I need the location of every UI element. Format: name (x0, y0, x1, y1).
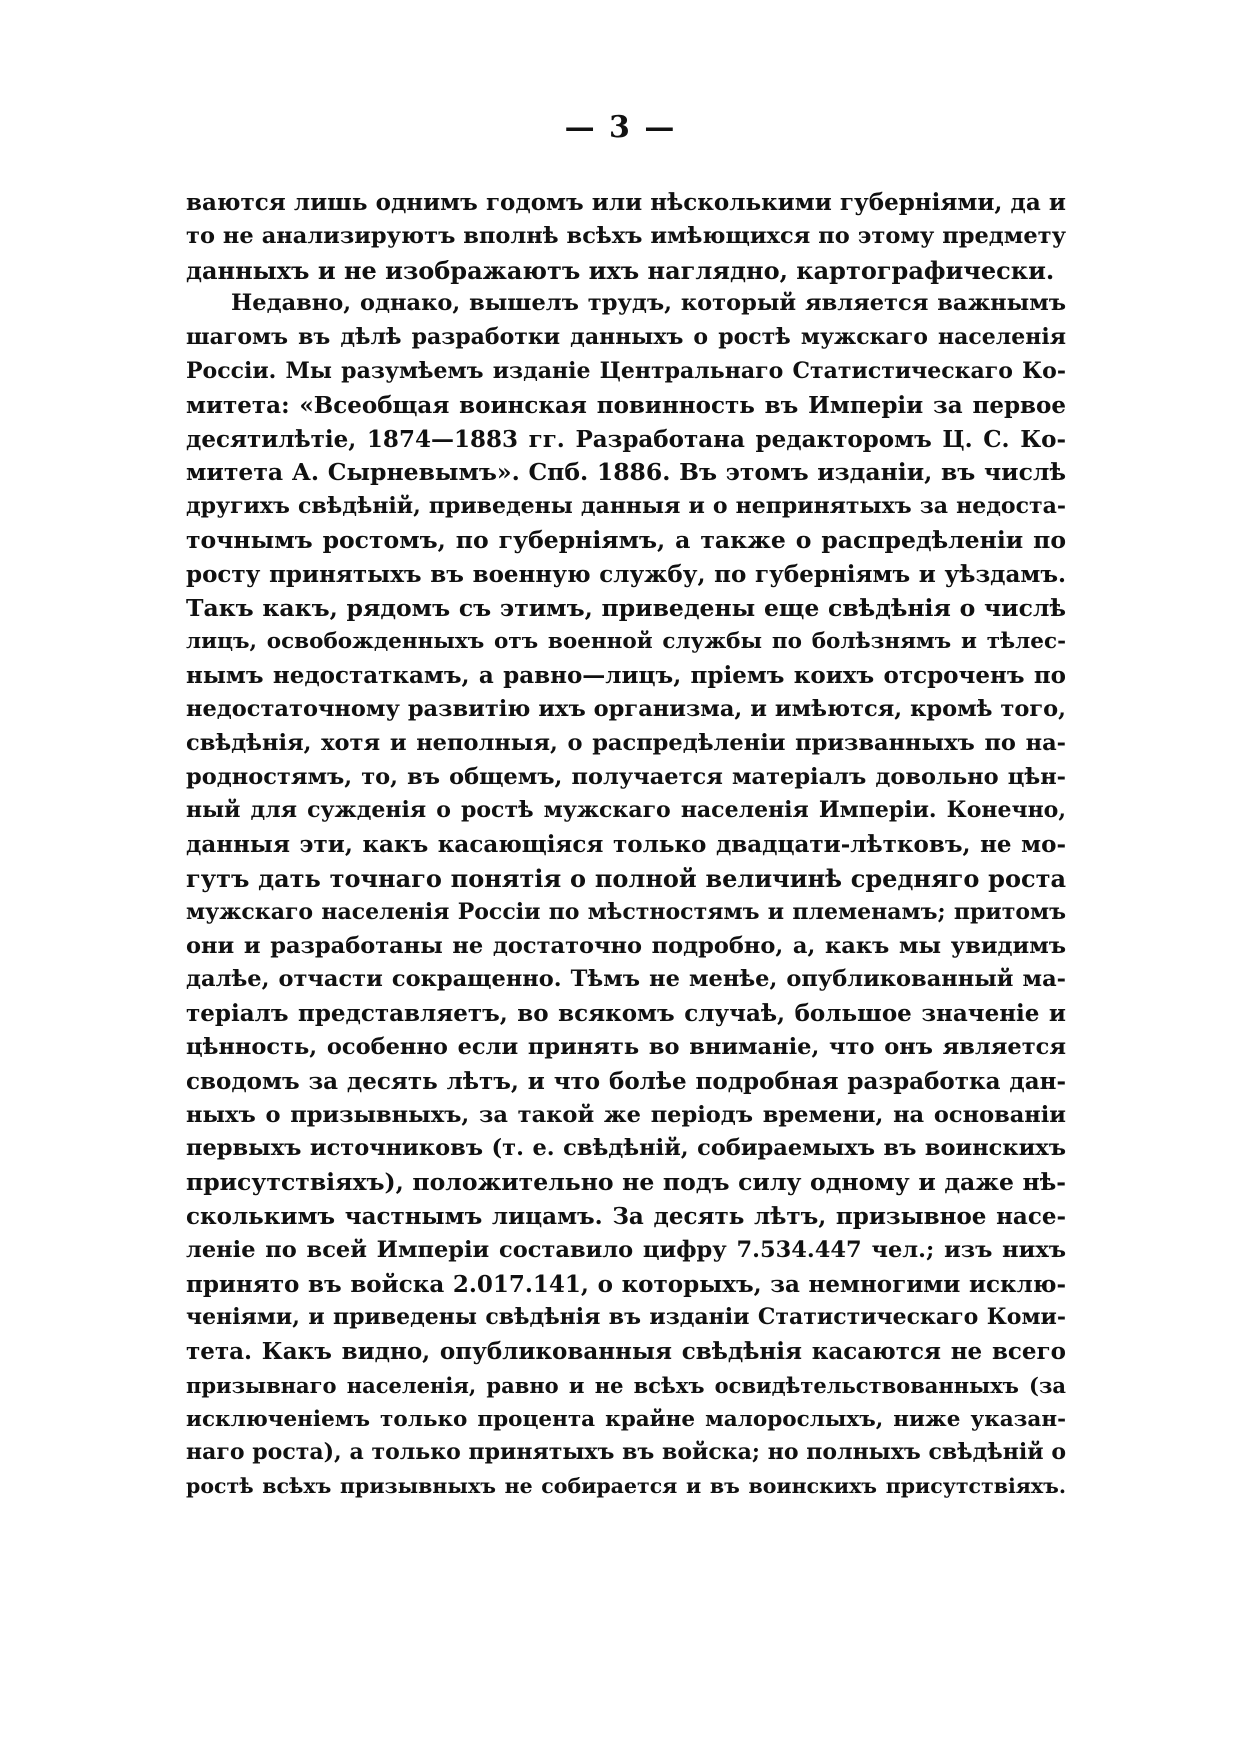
text-line: свѣдѣнія, хотя и неполныя, о распредѣленіи призванныхъ по на- (186, 729, 1066, 756)
text-line: ростѣ всѣхъ призывныхъ не собирается и въ воинскихъ присутствіяхъ. (186, 1474, 1066, 1499)
text-line: ный для сужденія о ростѣ мужскаго населенія Имперіи. Конечно, (186, 797, 1066, 824)
text-line: мужскаго населенія Россіи по мѣстностямъ и племенамъ; притомъ (186, 898, 1066, 925)
text-line: данныхъ и не изображаютъ ихъ наглядно, картографически. (186, 255, 1055, 285)
text-line: гутъ дать точнаго понятія о полной величинѣ средняго роста (186, 863, 1066, 893)
text-line: исключеніемъ только процента крайне малорослыхъ, ниже указан- (186, 1406, 1066, 1432)
text-line: десятилѣтіе, 1874—1883 гг. Разработана редакторомъ Ц. С. Ко- (186, 425, 1066, 453)
page-number: — 3 — (564, 110, 677, 145)
text-line: сводомъ за десять лѣтъ, и что болѣе подробная разработка дан- (186, 1067, 1066, 1095)
text-line: леніе по всей Имперіи составило цифру 7.534.447 чел.; изъ нихъ (186, 1236, 1066, 1263)
text-line: наго роста), а только принятыхъ въ войска; но полныхъ свѣдѣній о (186, 1439, 1066, 1466)
text-line: ченіями, и приведены свѣдѣнія въ изданіи Статистическаго Коми- (186, 1304, 1066, 1331)
text-line: теріалъ представляетъ, во всякомъ случаѣ, большое значеніе и (186, 1000, 1066, 1028)
body-text (186, 186, 1066, 1504)
text-line: другихъ свѣдѣній, приведены данныя и о непринятыхъ за недоста- (186, 493, 1066, 520)
text-line: принято въ войска 2.017.141, о которыхъ, за немногими исклю- (186, 1270, 1066, 1298)
text-line: первыхъ источниковъ (т. е. свѣдѣній, собираемыхъ въ воинскихъ (186, 1135, 1066, 1162)
text-line: Недавно, однако, вышелъ трудъ, который является важнымъ (231, 290, 1066, 317)
text-line: цѣнность, особенно если принять во вниманіе, что онъ является (186, 1033, 1066, 1060)
text-line: присутствіяхъ), положительно не подъ силу одному и даже нѣ- (186, 1168, 1066, 1197)
text-line: лицъ, освобожденныхъ отъ военной службы по болѣзнямъ и тѣлес- (186, 629, 1066, 655)
text-line: ныхъ о призывныхъ, за такой же періодъ времени, на основаніи (186, 1101, 1066, 1128)
text-line: далѣе, отчасти сокращенно. Тѣмъ не менѣе, опубликованный ма- (186, 966, 1066, 993)
text-line: митета: «Всеобщая воинская повинность въ Имперіи за первое (186, 391, 1066, 419)
text-line: митета А. Сырневымъ». Спб. 1886. Въ этомъ изданіи, въ числѣ (186, 458, 1066, 487)
text-line: родностямъ, то, въ общемъ, получается матеріалъ довольно цѣн- (186, 763, 1066, 790)
text-line: они и разработаны не достаточно подробно, а, какъ мы увидимъ (186, 932, 1066, 959)
text-line: Россіи. Мы разумѣемъ изданіе Центральнаго Статистическаго Ко- (186, 357, 1066, 384)
text-line: нымъ недостаткамъ, а равно—лицъ, пріемъ коихъ отсроченъ по (186, 662, 1066, 690)
text-line: Такъ какъ, рядомъ съ этимъ, приведены еще свѣдѣнія о числѣ (186, 593, 1066, 622)
text-line: шагомъ въ дѣлѣ разработки данныхъ о ростѣ мужскаго населенія (186, 324, 1066, 351)
text-line: призывнаго населенія, равно и не всѣхъ освидѣтельствованныхъ (за (186, 1372, 1066, 1398)
text-line: точнымъ ростомъ, по губерніямъ, а также о распредѣленіи по (186, 525, 1066, 554)
text-line: ваются лишь однимъ годомъ или нѣсколькими губерніями, да и (186, 189, 1066, 216)
text-line: росту принятыхъ въ военную службу, по губерніямъ и уѣздамъ. (186, 560, 1066, 588)
text-line: сколькимъ частнымъ лицамъ. За десять лѣтъ, призывное насе- (186, 1202, 1066, 1230)
text-line: тета. Какъ видно, опубликованныя свѣдѣнія касаются не всего (186, 1338, 1066, 1366)
text-line: недостаточному развитію ихъ организма, и имѣются, кромѣ того, (186, 695, 1066, 722)
text-line: то не анализируютъ вполнѣ всѣхъ имѣющихся по этому предмету (186, 222, 1066, 249)
text-line: данныя эти, какъ касающіяся только двадцати-лѣтковъ, не мо- (186, 831, 1066, 859)
